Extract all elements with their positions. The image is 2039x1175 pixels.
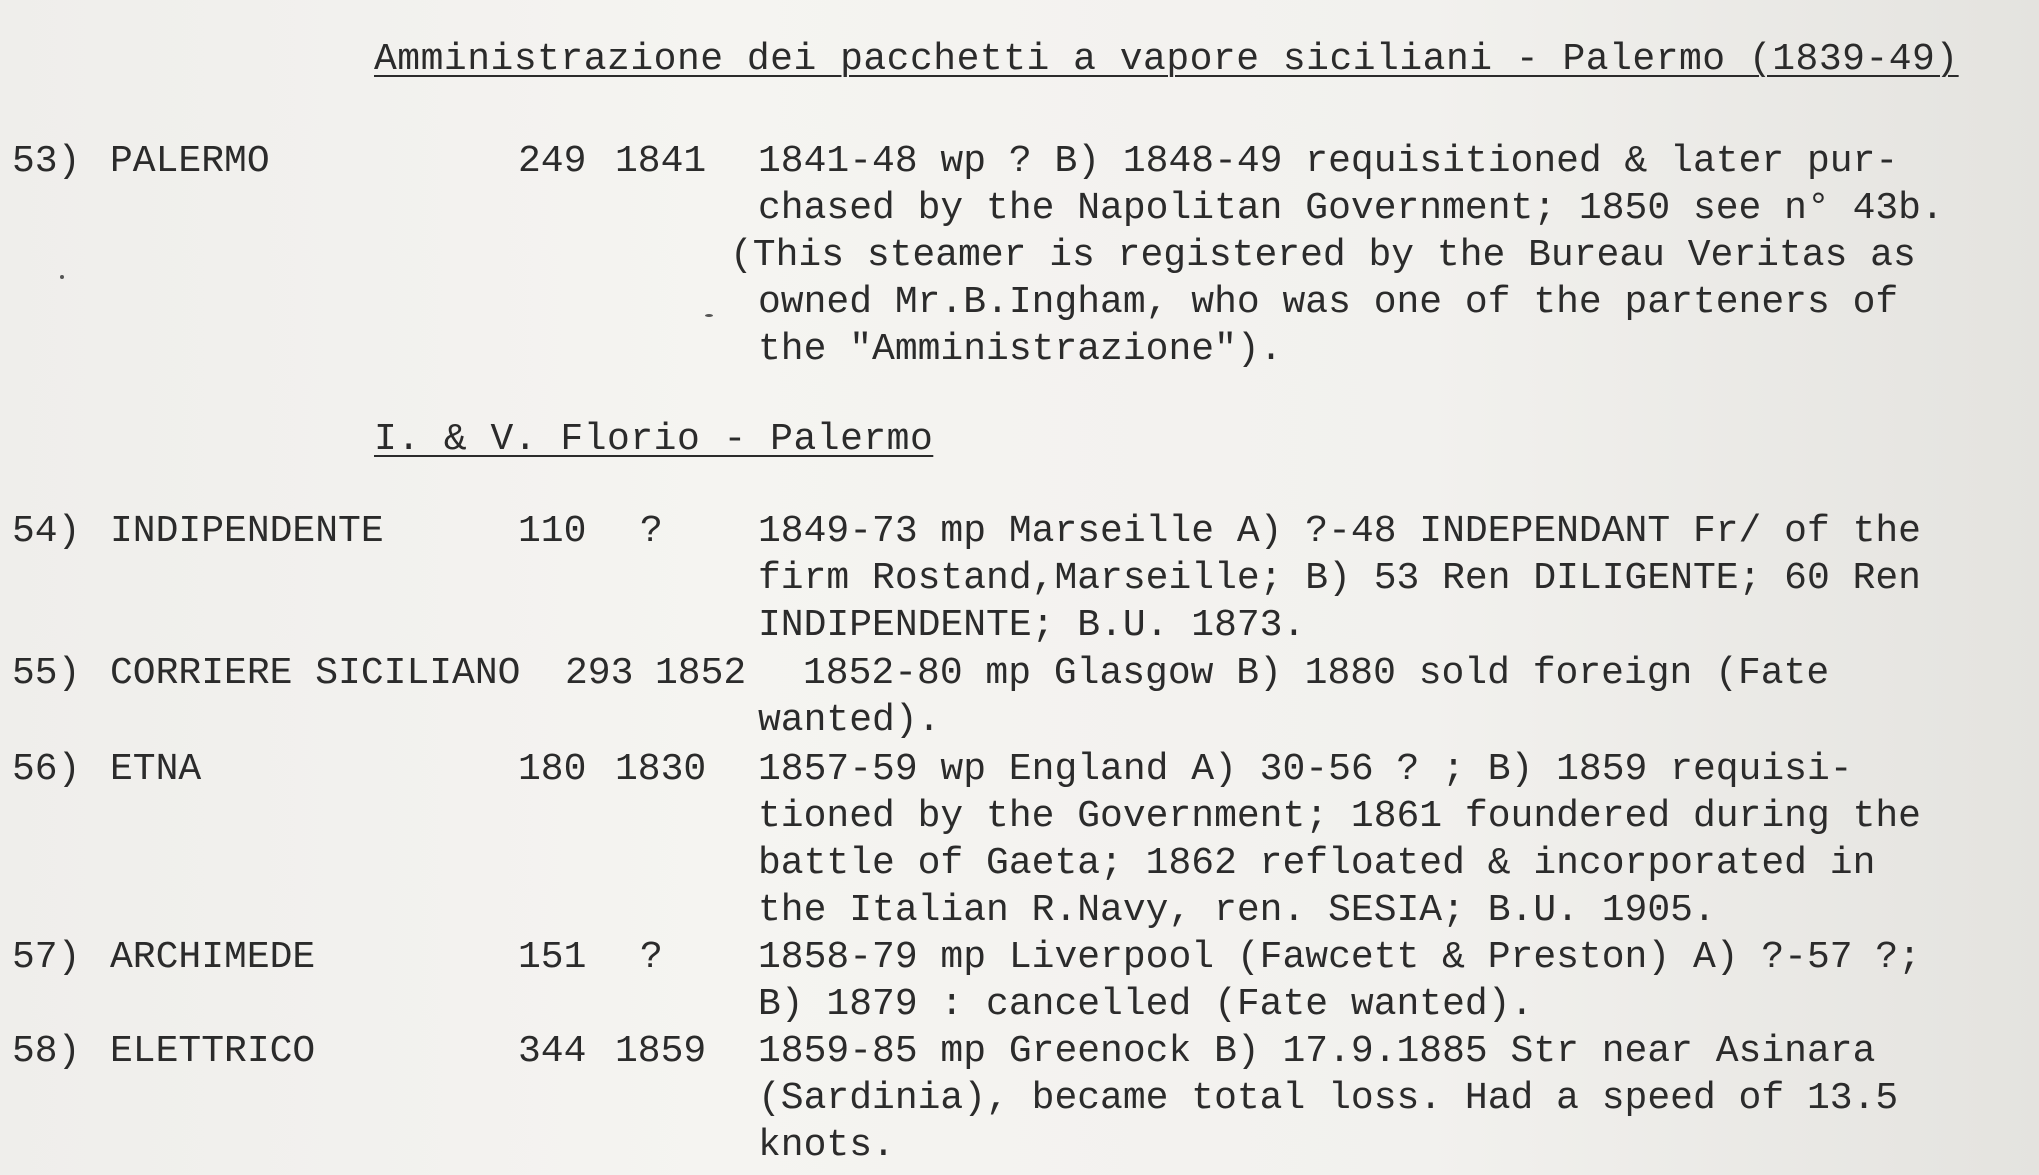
entry-number: 55) bbox=[12, 652, 81, 695]
ship-tonnage: 249 bbox=[518, 140, 587, 183]
description-line: 1858-79 mp Liverpool (Fawcett & Preston) A) ?-57 ?; bbox=[758, 936, 1921, 979]
description-line: battle of Gaeta; 1862 refloated & incorporated in bbox=[758, 842, 1876, 885]
description-line: 1849-73 mp Marseille A) ?-48 INDEPENDANT Fr/ of the bbox=[758, 510, 1921, 553]
ship-year: ? bbox=[640, 936, 663, 979]
description-line: 1841-48 wp ? B) 1848-49 requisitioned & later pur- bbox=[758, 140, 1899, 183]
ship-name: ARCHIMEDE bbox=[110, 936, 316, 979]
ship-description bbox=[758, 746, 2008, 934]
ship-description bbox=[758, 934, 2008, 1028]
description-line: tioned by the Government; 1861 foundered during the bbox=[758, 795, 1921, 838]
ship-description bbox=[758, 508, 2008, 649]
description-line: owned Mr.B.Ingham, who was one of the parteners of bbox=[758, 281, 1899, 324]
ship-description bbox=[758, 1028, 2008, 1169]
ship-tonnage: 110 bbox=[518, 510, 587, 553]
ship-name: ETNA bbox=[110, 748, 202, 791]
entry-number: 54) bbox=[12, 510, 81, 553]
section-heading-amministrazione: Amministrazione dei pacchetti a vapore siciliani - Palermo (1839-49) bbox=[374, 38, 1959, 81]
ship-name: PALERMO bbox=[110, 140, 270, 183]
description-line: wanted). bbox=[758, 699, 941, 742]
ship-year: 1852 bbox=[655, 652, 747, 695]
description-line: (Sardinia), became total loss. Had a speed of 13.5 bbox=[758, 1077, 1899, 1120]
description-line: knots. bbox=[758, 1124, 895, 1167]
entry-number: 53) bbox=[12, 140, 81, 183]
ship-year: 1841 bbox=[615, 140, 707, 183]
ship-name: ELETTRICO bbox=[110, 1030, 316, 1073]
entry-number: 56) bbox=[12, 748, 81, 791]
ship-name: INDIPENDENTE bbox=[110, 510, 384, 553]
entry-number: 58) bbox=[12, 1030, 81, 1073]
paper-speck bbox=[705, 314, 713, 317]
description-line: the "Amministrazione"). bbox=[758, 328, 1283, 371]
description-line: 1859-85 mp Greenock B) 17.9.1885 Str near Asinara bbox=[758, 1030, 1876, 1073]
description-line: firm Rostand,Marseille; B) 53 Ren DILIGENTE; 60 Ren bbox=[758, 557, 1921, 600]
description-line: 1857-59 wp England A) 30-56 ? ; B) 1859 requisi- bbox=[758, 748, 1853, 791]
entry-number: 57) bbox=[12, 936, 81, 979]
paper-speck bbox=[60, 275, 64, 279]
ship-description bbox=[730, 138, 2008, 373]
ship-tonnage: 180 bbox=[518, 748, 587, 791]
description-line: B) 1879 : cancelled (Fate wanted). bbox=[758, 983, 1534, 1026]
ship-year: 1830 bbox=[615, 748, 707, 791]
description-line: INDIPENDENTE; B.U. 1873. bbox=[758, 604, 1306, 647]
ship-description bbox=[758, 650, 2008, 744]
description-line: the Italian R.Navy, ren. SESIA; B.U. 1905. bbox=[758, 889, 1716, 932]
section-heading-florio: I. & V. Florio - Palermo bbox=[374, 418, 934, 461]
ship-name: CORRIERE SICILIANO bbox=[110, 652, 521, 695]
ship-tonnage: 293 bbox=[565, 652, 634, 695]
description-line: (This steamer is registered by the Bureau Veritas as bbox=[730, 234, 1916, 277]
ship-tonnage: 344 bbox=[518, 1030, 587, 1073]
ship-tonnage: 151 bbox=[518, 936, 587, 979]
ship-year: ? bbox=[640, 510, 663, 553]
ship-year: 1859 bbox=[615, 1030, 707, 1073]
description-line: 1852-80 mp Glasgow B) 1880 sold foreign (Fate bbox=[803, 652, 1830, 695]
description-line: chased by the Napolitan Government; 1850 see n° 43b. bbox=[758, 187, 1944, 230]
